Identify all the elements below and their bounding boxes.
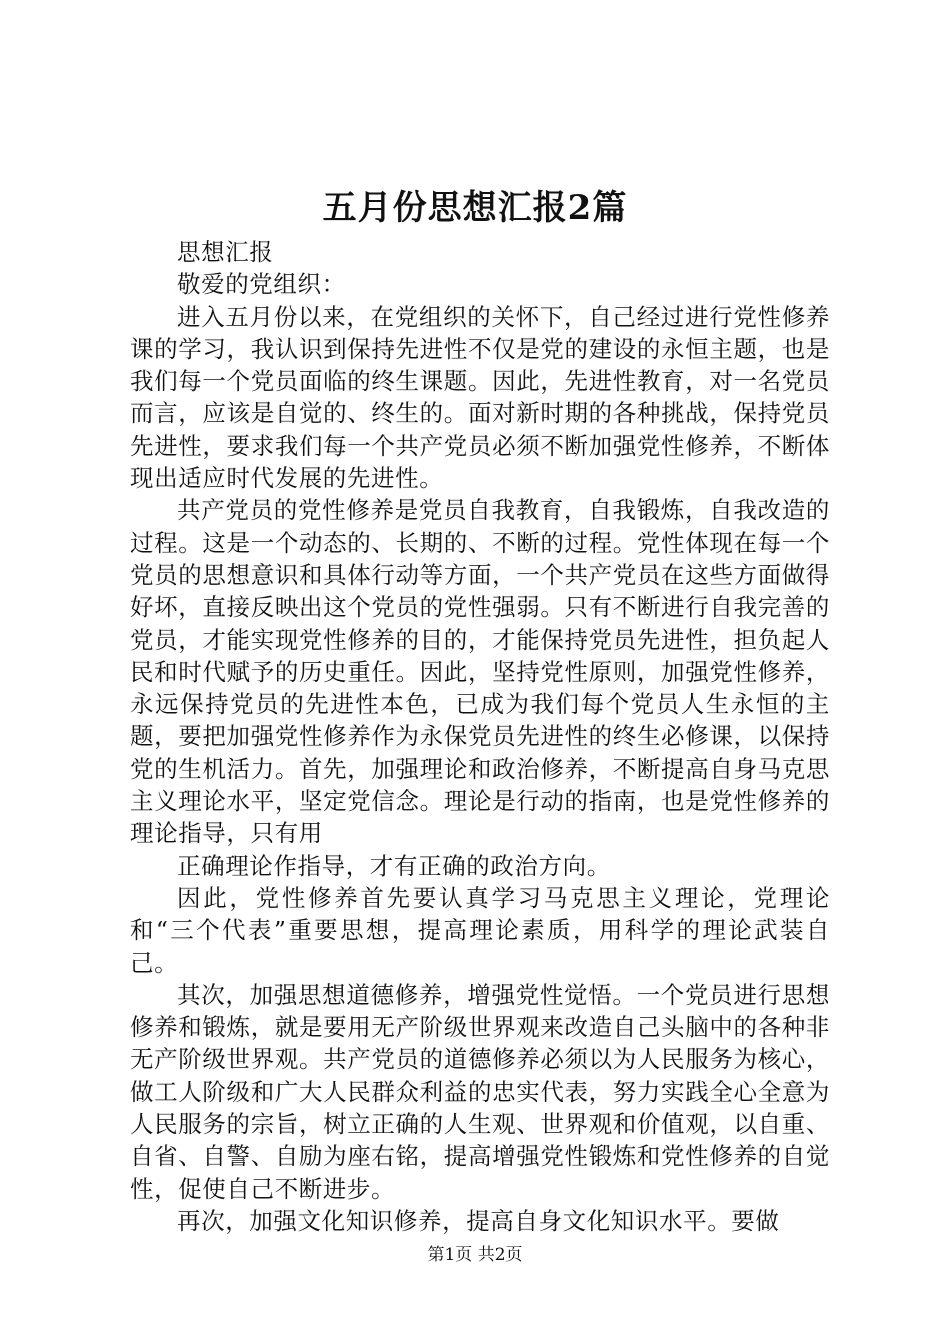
paragraph: 再次，加强文化知识修养，提高自身文化知识水平。要做 (177, 1206, 780, 1235)
page-number-footer: 第1页 共2页 (427, 1245, 523, 1265)
paragraph: 进入五月份以来，在党组织的关怀下，自己经过进行党性修养课的学习，我认识到保持先进性不仅是党的建设的永恒主题，也是我们每一个党员面临的终生课题。因此，先进性教育，对一名党员而言，应该是自觉的、终生的。面对新时期的各种挑战，保持党员先进性，要求我们每一个共产党员必须不断加强党性修养，不断体现出适应时代发展的先进性。 (130, 302, 830, 493)
paragraph: 因此，党性修养首先要认真学习马克思主义理论，党理论和“三个代表”重要思想，提高理论素质，用科学的理论武装自己。 (130, 883, 830, 977)
paragraph-salutation: 敬爱的党组织： (177, 270, 346, 299)
paragraph: 其次，加强思想道德修养，增强党性觉悟。一个党员进行思想修养和锻炼，就是要用无产阶级世界观来改造自己头脑中的各种非无产阶级世界观。共产党员的道德修养必须以为人民服务为核心，做工人阶级和广大人民群众利益的忠实代表，努力实践全心全意为人民服务的宗旨，树立正确的人生观、世界观和价值观，以自重、自省、自警、自励为座右铭，提高增强党性锻炼和党性修养的自觉性，促使自己不断进步。 (130, 980, 830, 1203)
paragraph: 正确理论作指导，才有正确的政治方向。 (177, 851, 611, 880)
document-body (130, 236, 830, 1237)
paragraph: 共产党员的党性修养是党员自我教育，自我锻炼，自我改造的过程。这是一个动态的、长期的、不断的过程。党性体现在每一个党员的思想意识和具体行动等方面，一个共产党员在这些方面做得好坏，直接反映出这个党员的党性强弱。只有不断进行自我完善的党员，才能实现党性修养的目的，才能保持党员先进性，担负起人民和时代赋予的历史重任。因此，坚持党性原则，加强党性修养，永远保持党员的先进性本色，已成为我们每个党员人生永恒的主题，要把加强党性修养作为永保党员先进性的终生必修课，以保持党的生机活力。首先，加强理论和政治修养，不断提高自身马克思主义理论水平，坚定党信念。理论是行动的指南，也是党性修养的理论指导，只有用 (130, 496, 830, 848)
document-title: 五月份思想汇报2篇 (322, 188, 628, 228)
paragraph-heading: 思想汇报 (177, 238, 274, 266)
